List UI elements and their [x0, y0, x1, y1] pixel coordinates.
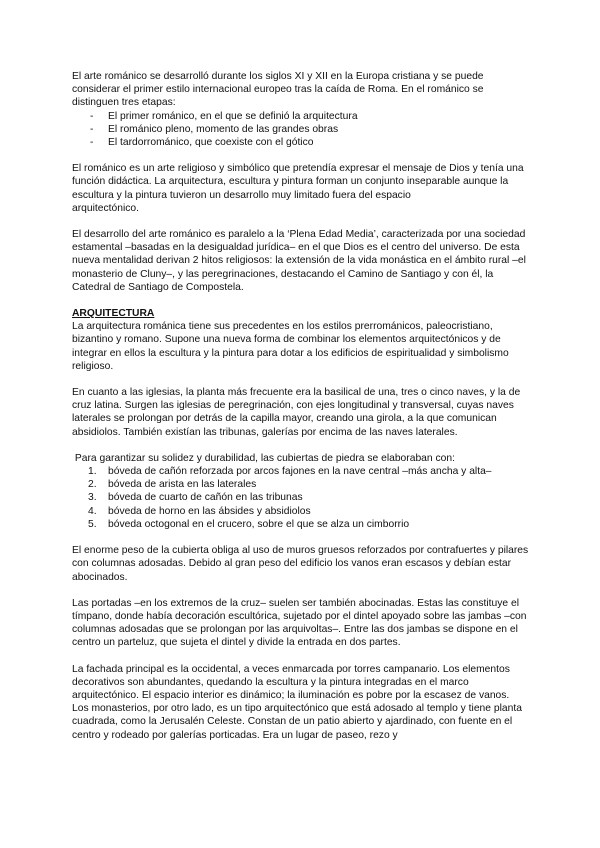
stage-item: - El tardorrománico, que coexiste con el gótico: [72, 136, 530, 149]
intro-paragraph-2: [72, 162, 530, 215]
arq-paragraph-7: Los monasterios, por otro lado, es un tipo arquitectónico que está adosado al templo y tiene planta cuadrada, como la Jerusalén Celeste. Constan de un patio abierto y ajardinado, con fuente en el centro y rodeado por galerías porticadas. Era un lugar de paseo, rezo y: [72, 703, 522, 741]
stage-item: - El románico pleno, momento de las grandes obras: [72, 123, 530, 136]
arq-paragraph-3: Para garantizar su solidez y durabilidad, las cubiertas de piedra se elaboraban con:: [72, 452, 455, 464]
intro-paragraph-1: El arte románico se desarrolló durante los siglos XI y XII en la Europa cristiana y se puede considerar el primer estilo internacional europeo tras la caída de Roma. En el románico se distinguen tres etapas:: [72, 71, 484, 109]
document-page: [72, 70, 530, 742]
vault-item: 1. bóveda de cañón reforzada por arcos fajones en la nave central –más ancha y alta–: [88, 466, 492, 478]
stage-item: - El primer románico, en el que se definió la arquitectura: [72, 110, 530, 123]
intro-paragraph-2b: arquitectónico.: [72, 202, 139, 214]
arq-paragraph-6: La fachada principal es la occidental, a veces enmarcada por torres campanario. Los elementos decorativos son abundantes, quedando la escultura y la pintura integradas en el marco arquitectónico. El espacio interior es dinámico; la iluminación es pobre por la escasez de vanos.: [72, 663, 510, 701]
intro-paragraph-3: El desarrollo del arte románico es paralelo a la ‘Plena Edad Media’, caracterizada por una sociedad estamental –basadas en la desigualdad jurídica– en el que Dios es el centro del universo. De esta nueva mentalidad derivan 2 hitos religiosos: la extensión de la vida monástica en el ámbito rural –el monasterio de Cluny–, y las peregrinaciones, destacando el Camino de Santiago y con él, la Catedral de Santiago de Compostela.: [72, 229, 526, 293]
intro-paragraph-2a: El románico es un arte religioso y simbólico que pretendía expresar el mensaje de Dios y tenía una función didáctica. La arquitectura, escultura y pintura forman un conjunto inseparable aunque la escultura y la pintura tuvieron un desarrollo muy limitado fuera del espacio: [72, 163, 524, 201]
section-heading: ARQUITECTURA: [72, 308, 155, 320]
vault-item: 2. bóveda de arista en las laterales: [88, 479, 257, 491]
arq-paragraph-4: El enorme peso de la cubierta obliga al uso de muros gruesos reforzados por contrafuertes y pilares con columnas adosadas. Debido al gran peso del edificio los vanos eran escasos y debían estar abocinados.: [72, 545, 529, 583]
vaults-list: [72, 465, 530, 531]
vault-item: 3. bóveda de cuarto de cañón en las tribunas: [88, 492, 303, 504]
stages-list: [72, 110, 530, 150]
arq-paragraph-2: En cuanto a las iglesias, la planta más frecuente era la basilical de una, tres o cinco naves, y la de cruz latina. Surgen las iglesias de peregrinación, con ejes longitudinal y transversal, cuyas naves laterales se prolongan por detrás de la capilla mayor, creando una girola, a la que comunican absidiolos. También existían las tribunas, galerías por encima de las naves laterales.: [72, 387, 521, 438]
arq-paragraph-5: Las portadas –en los extremos de la cruz– suelen ser también abocinadas. Estas las constituye el tímpano, donde había decoración escultórica, sujetado por el dintel apoyado sobre las jambas –con columnas adosadas que se prolongan por las arquivoltas–. Entre las dos jambas se dispone en el centro un parteluz, que sujeta el dintel y divide la entrada en dos partes.: [72, 597, 527, 649]
arq-paragraph-1: La arquitectura románica tiene sus precedentes en los estilos prerrománicos, paleocristiano, bizantino y romano. Supone una nueva forma de combinar los elementos arquitectónicos y de integrar en ellos la escultura y la pintura para dotar a los edificios de espiritualidad y simbolismo religioso.: [72, 321, 509, 372]
vault-item: 5. bóveda octogonal en el crucero, sobre el que se alza un cimborrio: [88, 518, 410, 530]
vault-item: 4. bóveda de horno en las ábsides y absidiolos: [88, 505, 311, 517]
